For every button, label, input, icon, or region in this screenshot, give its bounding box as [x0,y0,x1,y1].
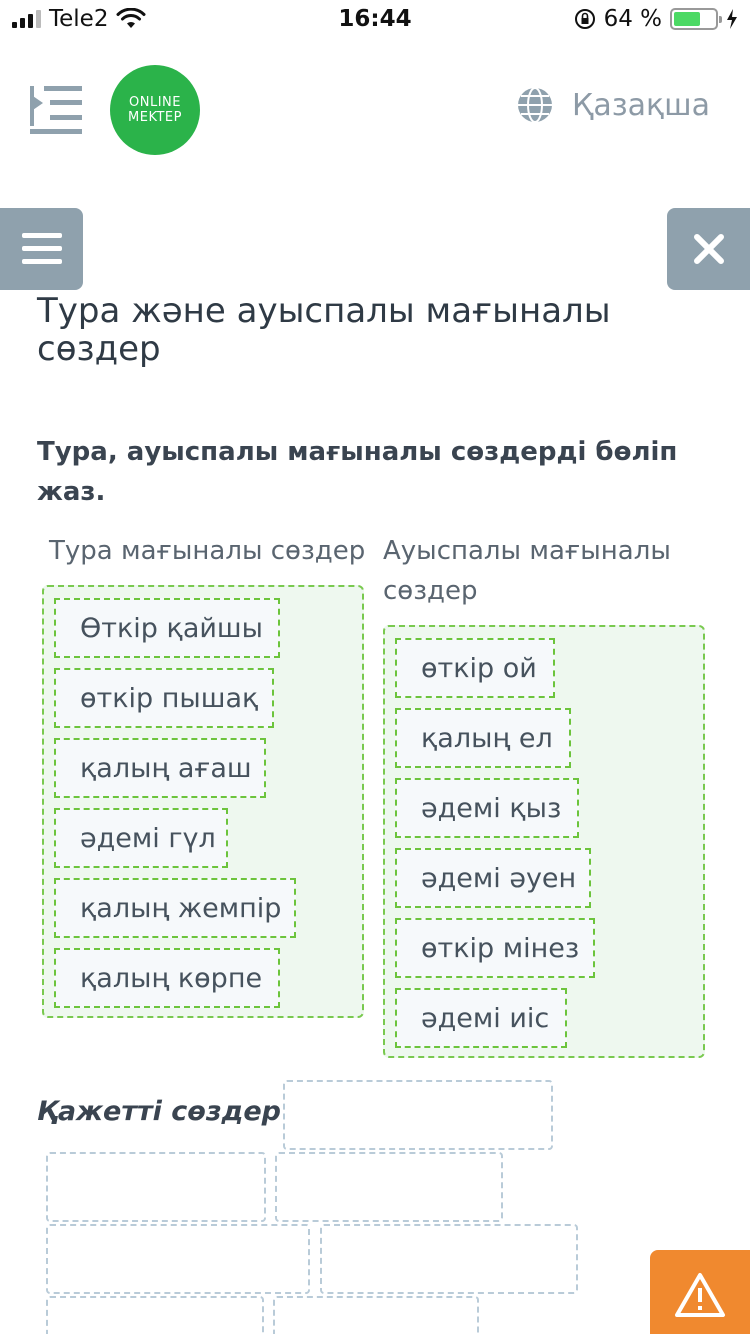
chip-label: әдемі иіс [421,1002,550,1034]
word-chip[interactable] [395,638,555,698]
chip-label: өткір мінез [421,932,580,964]
word-chip[interactable] [395,988,567,1048]
empty-word-slot[interactable] [46,1152,266,1222]
report-problem-button[interactable] [650,1250,750,1334]
chip-label: қалың ағаш [80,752,252,784]
logo-line1: ONLINE [129,95,181,110]
online-mektep-logo[interactable] [110,65,200,155]
task-instruction: Тура, ауыспалы мағыналы сөздерді бөліп жаз. [37,437,678,507]
word-chip[interactable] [395,848,591,908]
lesson-title: Тура және ауыспалы мағыналы сөздер [37,291,611,369]
word-chip[interactable] [395,918,595,978]
globe-icon [516,86,554,124]
word-chip[interactable] [54,598,280,658]
orientation-lock-icon [574,8,596,30]
empty-word-slot[interactable] [46,1296,264,1334]
word-chip[interactable] [54,668,274,728]
empty-word-slot[interactable] [283,1080,553,1150]
warning-triangle-icon [673,1271,727,1319]
word-chip[interactable] [54,878,296,938]
column-label-figurative: Ауыспалы мағыналы сөздер [383,536,671,606]
language-selector[interactable] [516,86,710,124]
chip-label: әдемі гүл [80,822,216,854]
chip-label: өткір пышақ [80,682,259,714]
status-time: 16:44 [338,6,412,32]
needed-words-label: Қажетті сөздер [37,1096,281,1127]
word-chip[interactable] [395,778,579,838]
status-right [574,6,738,32]
carrier-name: Tele2 [49,6,109,32]
chip-label: әдемі әуен [421,862,577,894]
logo-line2: MEKTEP [128,110,182,125]
word-chip[interactable] [54,738,266,798]
hamburger-icon [22,233,62,265]
close-button[interactable] [667,208,750,290]
empty-word-slot[interactable] [320,1224,578,1294]
battery-icon [670,8,718,30]
menu-button[interactable] [0,208,83,290]
chip-label: өткір ой [421,652,537,684]
indent-menu-icon[interactable] [30,86,82,134]
chip-label: әдемі қыз [421,792,562,824]
empty-word-slot[interactable] [275,1152,503,1222]
chip-label: Өткір қайшы [80,612,263,644]
column-label-direct: Тура мағыналы сөздер [49,536,366,566]
close-icon [693,233,725,265]
word-chip[interactable] [54,948,280,1008]
status-bar [0,0,750,40]
chip-label: қалың көрпе [80,962,263,994]
charging-icon [726,9,738,29]
chip-label: қалың жемпір [80,892,282,924]
chip-label: қалың ел [421,722,553,754]
empty-word-slot[interactable] [46,1224,310,1294]
empty-word-slot[interactable] [273,1296,479,1334]
word-chip[interactable] [395,708,571,768]
language-label: Қазақша [572,87,710,123]
word-chip[interactable] [54,808,228,868]
battery-percent: 64 % [603,6,662,32]
